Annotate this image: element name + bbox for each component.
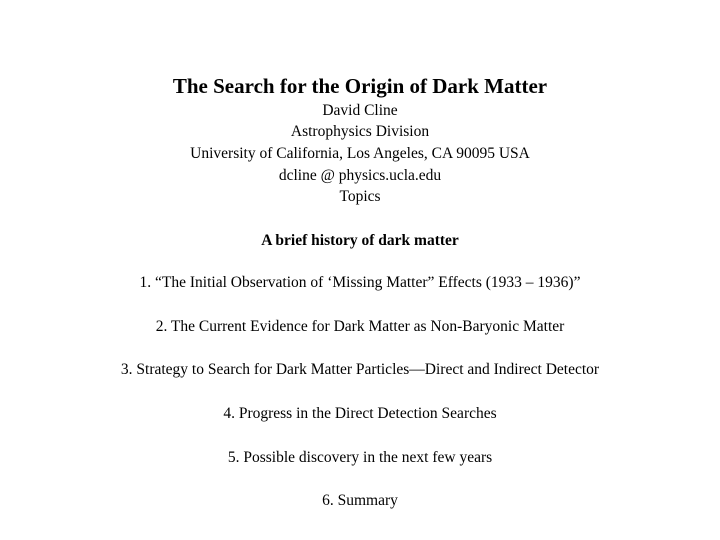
history-subheading: A brief history of dark matter (261, 232, 459, 249)
division-name: Astrophysics Division (290, 123, 430, 140)
topic-item-4: 4. Progress in the Direct Detection Searches (223, 405, 497, 422)
topic-item-2: 2. The Current Evidence for Dark Matter as Non-Baryonic Matter (155, 318, 565, 335)
topic-item-6: 6. Summary (322, 492, 398, 509)
slide-title: The Search for the Origin of Dark Matter (172, 74, 548, 98)
topic-item-5: 5. Possible discovery in the next few years (227, 449, 493, 466)
topics-label: Topics (339, 188, 381, 205)
author-email: dcline @ physics.ucla.edu (278, 167, 442, 184)
topic-item-1: 1. “The Initial Observation of ‘Missing Matter” Effects (1933 – 1936)” (139, 274, 581, 291)
author-name: David Cline (322, 102, 398, 119)
institution-address: University of California, Los Angeles, CA 90095 USA (190, 145, 530, 162)
topic-item-3: 3. Strategy to Search for Dark Matter Particles—Direct and Indirect Detector (120, 361, 600, 378)
